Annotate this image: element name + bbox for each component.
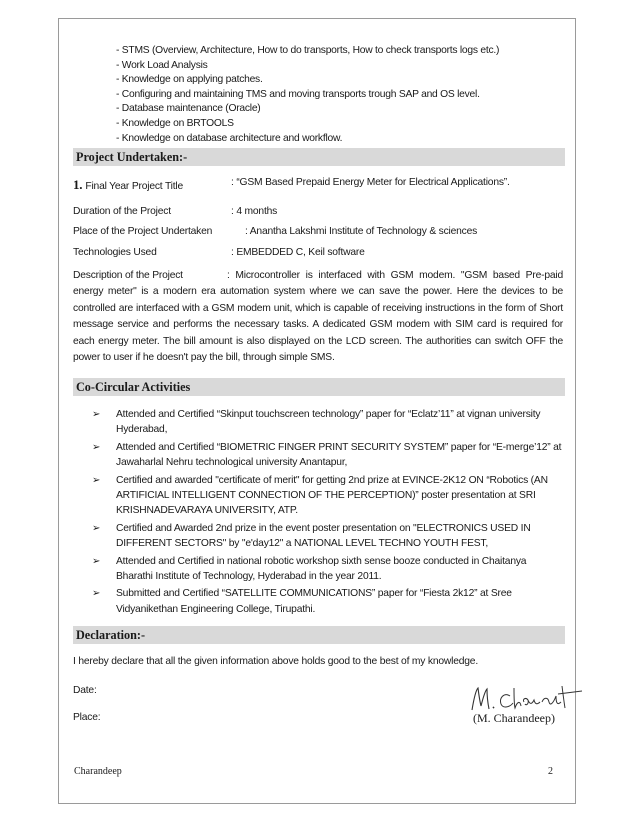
activity-item: ➢ Submitted and Certified “SATELLITE COMMUNICATIONS” paper for “Fiesta 2k12” at Sree Vidyanikethan Engineering College, Tirupathi. [92, 588, 512, 615]
skill-item: - Database maintenance (Oracle) [116, 103, 261, 115]
place-label-declaration: Place: [73, 712, 101, 723]
description-value: : Microcontroller is interfaced with GSM modem. "GSM based Pre-paid energy meter" is a modern era automation system where we can save the power. Here the devices to be controlled are interfaced with a GSM modem unit, which is capable of receiving instructions in the form of Short message service and performs the necessary tasks. A dedicated GSM modem with SIM card is required for each energy meter. The bill amount is also displayed on the LCD screen. The authorities can switch OFF the power to user if he doesn't pay the bill, through simple SMS. [73, 270, 563, 364]
project-title-label: 1. Final Year Project Title [73, 177, 184, 192]
project-description [73, 268, 563, 366]
activities-section-heading: Co-Circular Activities [73, 378, 565, 396]
activity-item: ➢ Attended and Certified “BIOMETRIC FINGER PRINT SECURITY SYSTEM” paper for “E-merge’12” at Jawaharlal Nehru technological university Anantapur, [92, 441, 562, 469]
project-title-value: : “GSM Based Prepaid Energy Meter for Electrical Applications”. [231, 177, 510, 188]
footer-name: Charandeep [74, 766, 122, 777]
arrow-bullet-icon: ➢ [92, 409, 101, 420]
skill-item: - Configuring and maintaining TMS and moving transports trough SAP and OS level. [116, 88, 480, 100]
activity-item: ➢ Certified and awarded "certificate of merit" for getting 2nd prize at EVINCE-2K12 ON “Robotics (AN ARTIFICIAL INTELLIGENT CONNECTION OF THE PERCEPTION)” poster presentation at SRI KRISHNADEVARAYA UNIVERSITY, ATP. [92, 474, 548, 517]
place-label: Place of the Project Undertaken [73, 226, 213, 237]
arrow-bullet-icon: ➢ [92, 474, 101, 486]
technologies-value: : EMBEDDED C, Keil software [231, 247, 365, 258]
arrow-bullet-icon: ➢ [92, 588, 101, 600]
activity-item: ➢ Attended and Certified in national robotic workshop sixth sense booze conducted in Chaitanya Bharathi Institute of Technology, Hyderabad in the year 2011. [92, 555, 527, 583]
page-number: 2 [548, 766, 553, 777]
description-label: Description of the Project [73, 270, 183, 281]
activity-item: ➢ Attended and Certified “Skinput touchscreen technology” paper for “Eclatz’11” at vignan university Hyderabad, [92, 409, 541, 436]
technologies-label: Technologies Used [73, 247, 157, 258]
signatory-name: (M. Charandeep) [473, 711, 555, 725]
arrow-bullet-icon: ➢ [92, 441, 101, 453]
project-section-heading: Project Undertaken:- [73, 148, 565, 166]
activities-list [92, 407, 562, 619]
skill-item: - STMS (Overview, Architecture, How to do transports, How to check transports logs etc.) [116, 45, 500, 56]
arrow-bullet-icon: ➢ [92, 555, 101, 567]
skill-item: - Knowledge on applying patches. [116, 74, 263, 86]
project-number: 1. [73, 177, 83, 192]
skill-item: - Knowledge on database architecture and workflow. [116, 132, 343, 144]
arrow-bullet-icon: ➢ [92, 522, 101, 534]
declaration-section-heading: Declaration:- [73, 626, 565, 644]
duration-value: : 4 months [231, 206, 278, 217]
date-label: Date: [73, 685, 97, 696]
activity-item: ➢ Certified and Awarded 2nd prize in the event poster presentation on "ELECTRONICS USED IN DIFFERENT SECTORS" by "e'day12" a NATIONAL LEVEL TECHNO YOUTH FEST, [92, 522, 531, 550]
duration-label: Duration of the Project [73, 206, 171, 217]
declaration-text: I hereby declare that all the given information above holds good to the best of my knowledge. [73, 656, 478, 667]
place-value: : Anantha Lakshmi Institute of Technology & sciences [245, 226, 478, 237]
skill-item: - Work Load Analysis [116, 59, 208, 71]
skills-list [116, 44, 499, 146]
skill-item: - Knowledge on BRTOOLS [116, 117, 234, 129]
